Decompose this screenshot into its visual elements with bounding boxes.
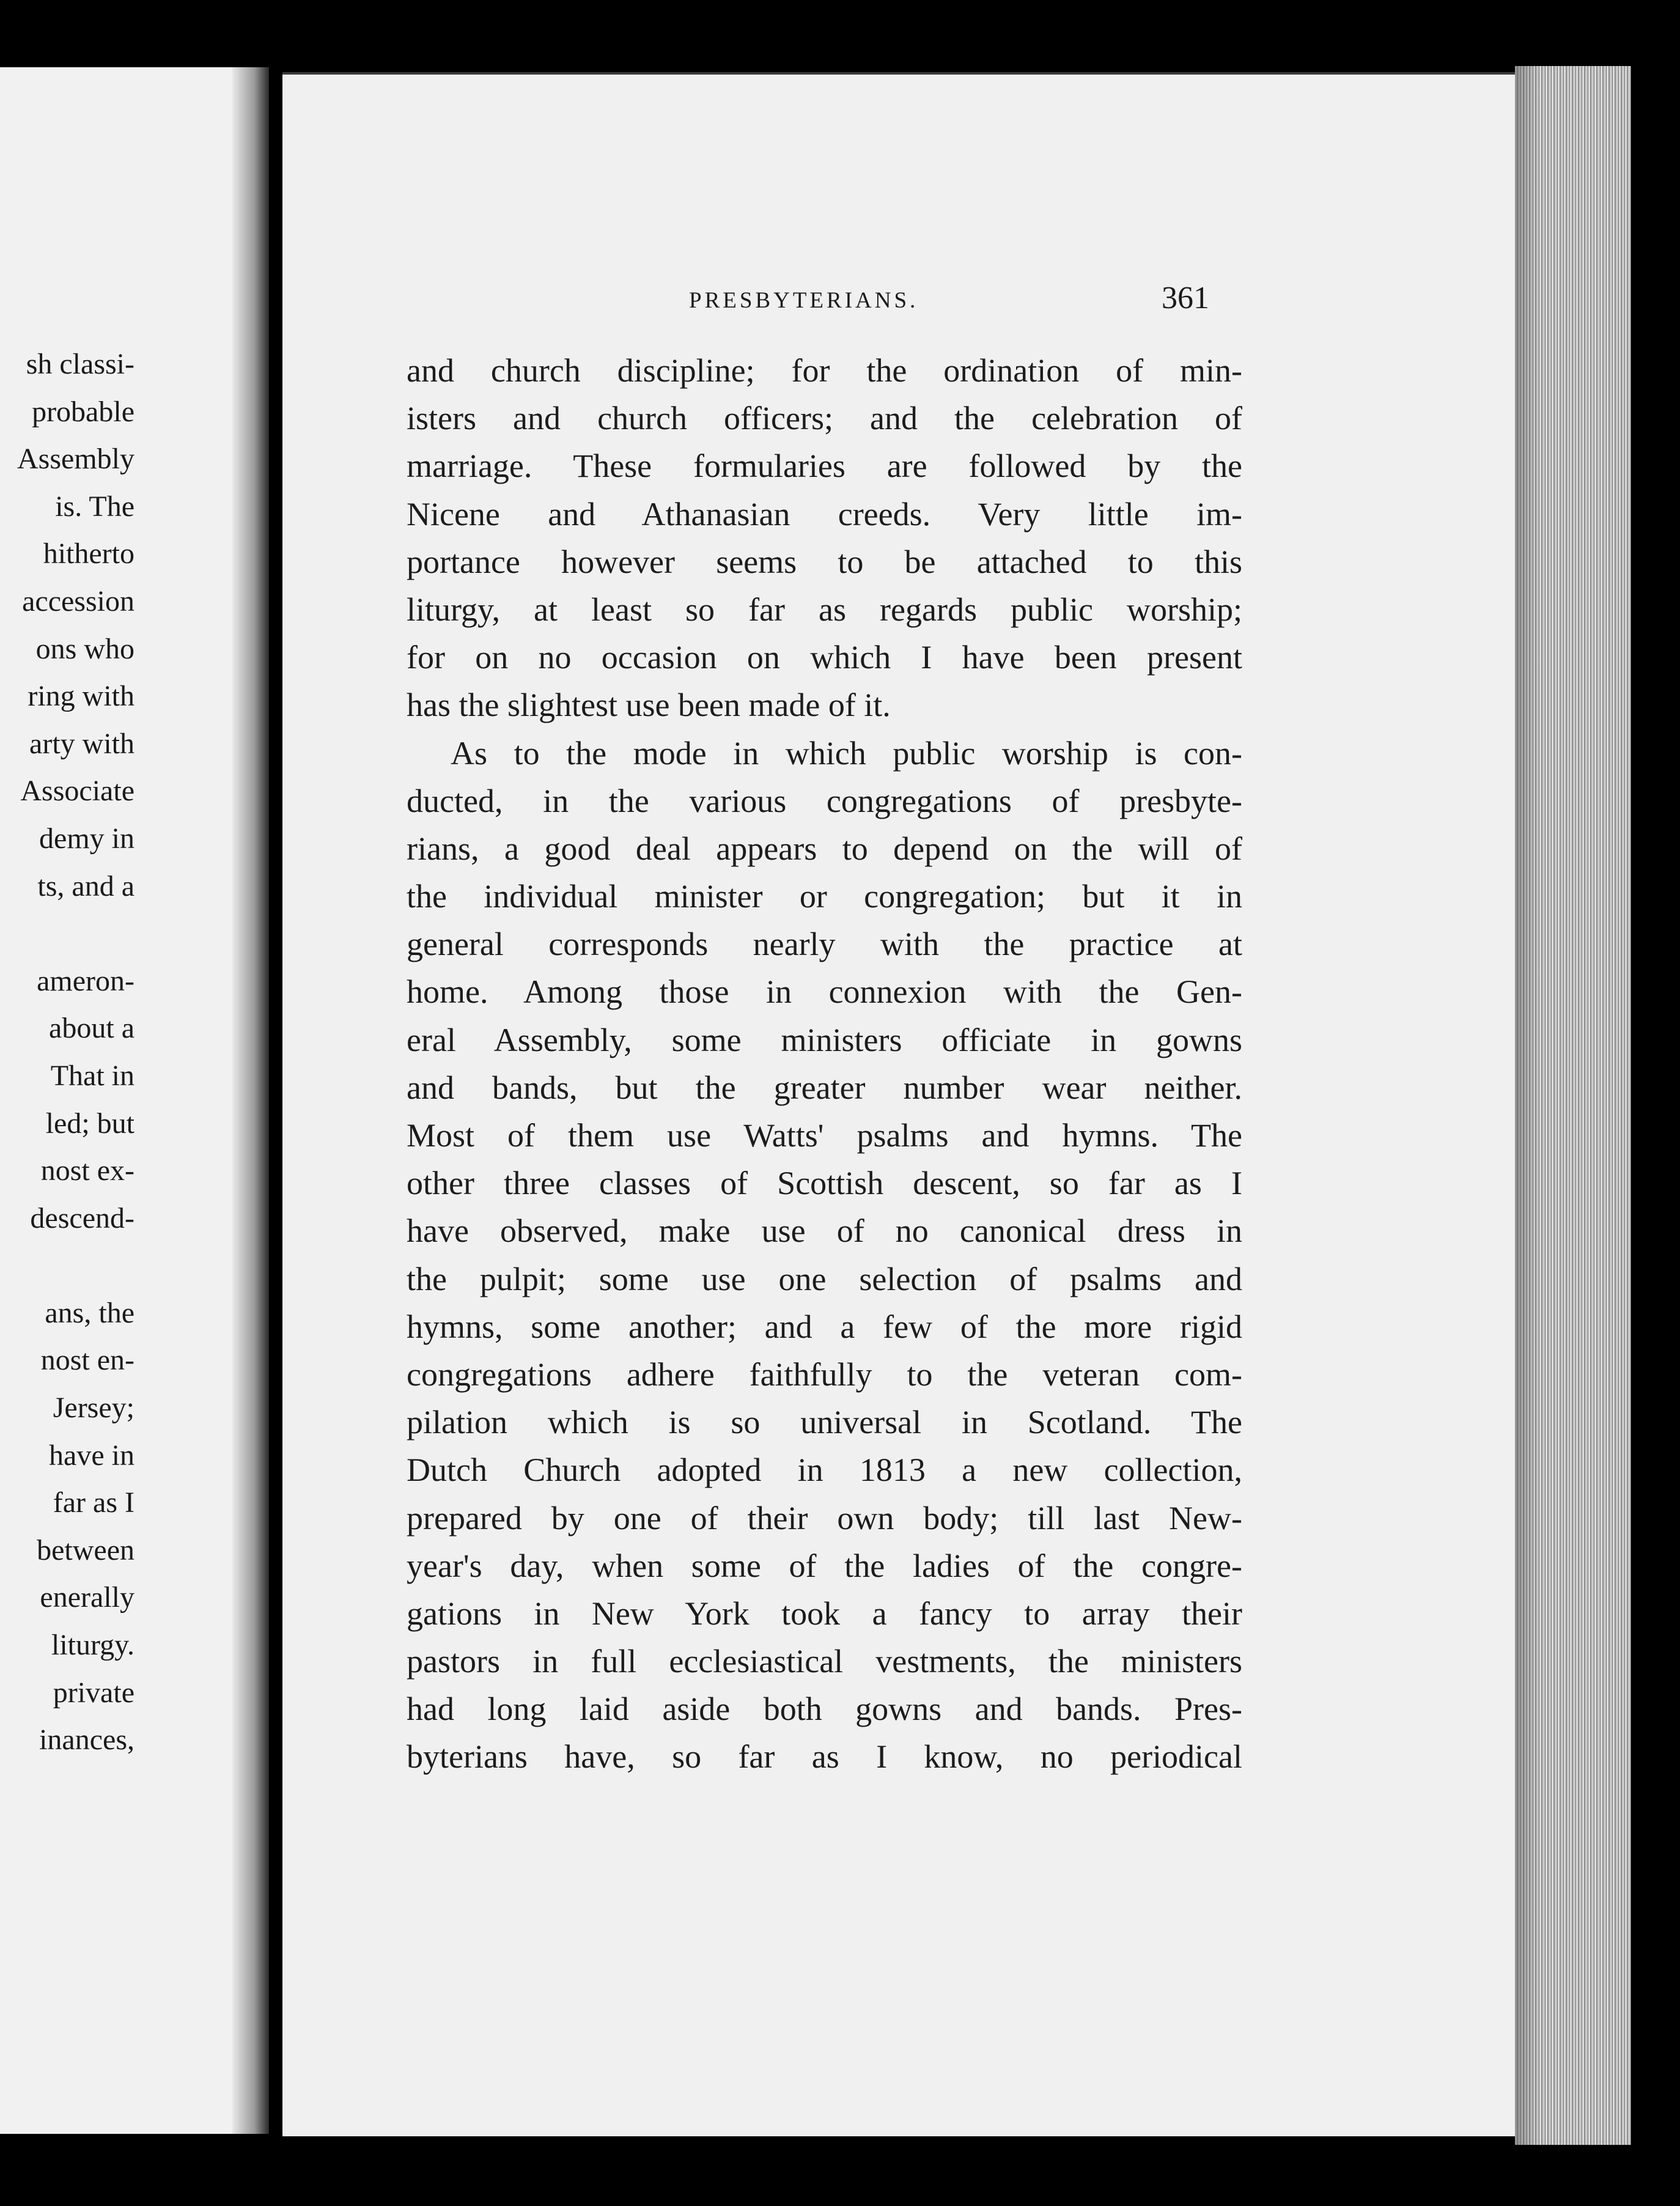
body-text — [407, 347, 1242, 1781]
facing-line: about a — [49, 1012, 134, 1045]
text-line: Dutch Church adopted in 1813 a new collection, — [407, 1452, 1242, 1489]
facing-line: demy in — [39, 822, 134, 855]
text-line: prepared by one of their own body; till last New- — [407, 1499, 1242, 1536]
facing-line: enerally — [40, 1581, 134, 1614]
facing-line-gap — [0, 1242, 134, 1289]
text-line: Nicene and Athanasian creeds. Very little im- — [407, 495, 1242, 533]
facing-line: nost en- — [40, 1344, 134, 1377]
text-line: other three classes of Scottish descent, so far as I — [407, 1165, 1242, 1202]
facing-line: ans, the — [45, 1296, 134, 1329]
text-line: year's day, when some of the ladies of the congre- — [407, 1547, 1242, 1584]
facing-line: sh classi- — [26, 348, 134, 380]
facing-line: Jersey; — [53, 1392, 134, 1425]
facing-line: between — [37, 1533, 134, 1566]
text-line: eral Assembly, some ministers officiate in gowns — [407, 1021, 1242, 1058]
text-line: and church discipline; for the ordination of min- — [407, 352, 1242, 389]
facing-line: Assembly — [17, 443, 134, 476]
text-line: Most of them use Watts' psalms and hymns. The — [407, 1117, 1242, 1154]
facing-line: led; but — [45, 1107, 134, 1140]
facing-line: ring with — [28, 680, 134, 713]
facing-line: have in — [49, 1439, 134, 1472]
text-line: the pulpit; some use one selection of psalms and — [407, 1260, 1242, 1297]
facing-line: ts, and a — [37, 869, 134, 902]
text-line: ducted, in the various congregations of presbyte- — [407, 782, 1242, 819]
page-edges-shade — [1515, 66, 1539, 2145]
text-line: and bands, but the greater number wear neither. — [407, 1069, 1242, 1106]
facing-line: far as I — [53, 1486, 134, 1519]
text-line: hymns, some another; and a few of the more rigid — [407, 1308, 1242, 1345]
facing-line: ameron- — [37, 964, 134, 997]
text-line: pilation which is so universal in Scotland. The — [407, 1404, 1242, 1441]
facing-line: hitherto — [43, 537, 134, 570]
text-line: for on no occasion on which I have been present — [407, 639, 1242, 676]
facing-page-text — [0, 341, 134, 1764]
text-line: congregations adhere faithfully to the veteran com- — [407, 1356, 1242, 1393]
facing-line: descend- — [30, 1201, 134, 1234]
facing-line: private — [53, 1676, 134, 1709]
facing-line: accession — [22, 585, 134, 618]
facing-page — [0, 67, 257, 2134]
running-head: PRESBYTERIANS. — [689, 288, 919, 313]
page-number: 361 — [1162, 281, 1209, 315]
text-line: pastors in full ecclesiastical vestments, the ministers — [407, 1643, 1242, 1680]
facing-line: arty with — [29, 727, 134, 760]
facing-line: That in — [50, 1059, 134, 1092]
text-line: general corresponds nearly with the practice at — [407, 926, 1242, 963]
text-line: isters and church officers; and the celebration of — [407, 400, 1242, 437]
gutter-shadow — [232, 67, 269, 2134]
facing-line: probable — [32, 395, 134, 428]
text-line: liturgy, at least so far as regards public worship; — [407, 591, 1242, 628]
facing-line: Associate — [20, 775, 134, 808]
facing-line: is. The — [55, 490, 134, 523]
text-line: portance however seems to be attached to this — [407, 543, 1242, 580]
text-line: marriage. These formularies are followed by the — [407, 448, 1242, 485]
text-line: the individual minister or congregation; but it in — [407, 878, 1242, 915]
text-line: As to the mode in which public worship is con- — [451, 734, 1242, 772]
text-line: gations in New York took a fancy to array their — [407, 1595, 1242, 1632]
facing-line-gap — [0, 910, 134, 957]
text-line: has the slightest use been made of it. — [407, 687, 891, 724]
facing-line: ons who — [35, 632, 134, 665]
facing-line: liturgy. — [51, 1629, 134, 1662]
facing-line: nost ex- — [40, 1154, 134, 1187]
text-line: rians, a good deal appears to depend on the will of — [407, 830, 1242, 867]
text-line: home. Among those in connexion with the Gen- — [407, 973, 1242, 1011]
facing-line: inances, — [39, 1724, 134, 1757]
text-line: byterians have, so far as I know, no periodical — [407, 1738, 1242, 1776]
text-line: had long laid aside both gowns and bands. Pres- — [407, 1691, 1242, 1728]
text-line: have observed, make use of no canonical dress in — [407, 1212, 1242, 1250]
